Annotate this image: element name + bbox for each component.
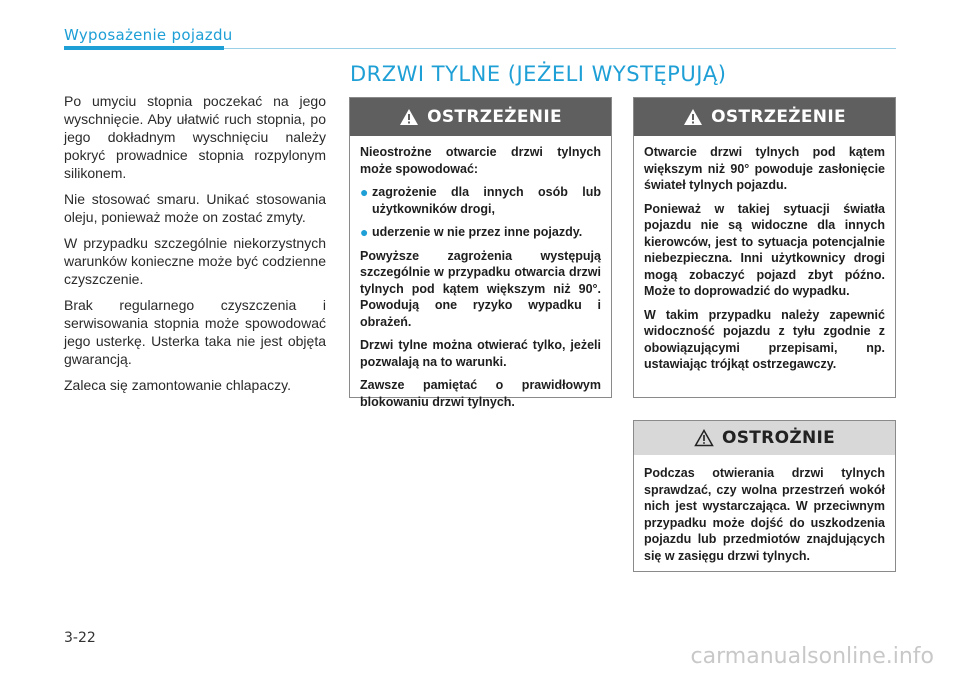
warning-header <box>634 98 895 136</box>
header-rule <box>64 46 224 50</box>
body-paragraph: Zaleca się zamontowanie chlapaczy. <box>64 377 291 393</box>
warning-paragraph: W takim przypadku należy zapewnić widoczność pojazdu z tyłu zgodnie z obowiązującymi przepisami, np. ustawiając trójkąt ostrzegawczy. <box>644 307 885 371</box>
warning-paragraph: Otwarcie drzwi tylnych pod kątem większym niż 90° powoduje zasłonięcie świateł tylnych pojazdu. <box>644 145 885 192</box>
body-paragraph: Po umyciu stopnia poczekać na jego wyschnięcie. Aby ułatwić ruch stopnia, po jego dokładnym wyschnięciu należy pokryć prowadnice stopnia rozpylonym silikonem. <box>64 93 326 181</box>
warning-paragraph: Drzwi tylne można otwierać tylko, jeżeli pozwalają na to warunki. <box>360 338 601 369</box>
page-title: DRZWI TYLNE (JEŻELI WYSTĘPUJĄ) <box>350 62 727 86</box>
warning-intro: Nieostrożne otwarcie drzwi tylnych może spowodować: <box>360 145 601 176</box>
page-number: 3-22 <box>64 630 96 646</box>
warning-body <box>634 136 895 388</box>
warning-box-left <box>349 97 612 409</box>
warning-paragraph: Zawsze pamiętać o prawidłowym blokowaniu drzwi tylnych. <box>360 378 601 409</box>
header-divider <box>224 48 896 49</box>
bullet-dot-icon: ● <box>360 224 369 240</box>
caution-title: OSTROŻNIE <box>721 428 836 448</box>
caution-body <box>634 455 895 579</box>
warning-title: OSTRZEŻENIE <box>427 107 562 127</box>
body-paragraph: Brak regularnego czyszczenia i serwisowania stopnia może spowodować jego usterkę. Usterka taka nie jest objęta gwarancją. <box>64 297 326 367</box>
watermark: carmanualsonline.info <box>690 644 934 669</box>
caution-box <box>633 420 896 572</box>
section-header: Wyposażenie pojazdu <box>64 26 233 44</box>
caution-header <box>634 421 895 455</box>
list-item <box>360 224 601 241</box>
body-text <box>64 92 326 402</box>
list-item-text: uderzenie w nie przez inne pojazdy. <box>372 225 583 239</box>
list-item-text: zagrożenie dla innych osób lub użytkowników drogi, <box>372 185 601 216</box>
warning-title: OSTRZEŻENIE <box>711 107 846 127</box>
list-item <box>360 184 601 217</box>
body-paragraph: Nie stosować smaru. Unikać stosowania oleju, ponieważ może on zostać zmyty. <box>64 191 326 225</box>
warning-triangle-icon <box>399 108 419 126</box>
warning-body <box>350 136 611 425</box>
warning-header <box>350 98 611 136</box>
warning-paragraph: Ponieważ w takiej sytuacji światła pojazdu nie są widoczne dla innych kierowców, jest to sytuacja potencjalnie niebezpieczna. Inni użytkownicy drogi mogą zobaczyć pojazd zbyt późno. Może to doprowadzić do wypadku. <box>644 201 885 298</box>
warning-triangle-icon <box>683 108 703 126</box>
body-paragraph: W przypadku szczególnie niekorzystnych warunków konieczne może być codzienne czyszczenie. <box>64 235 326 287</box>
warning-paragraph: Powyższe zagrożenia występują szczególnie w przypadku otwarcia drzwi tylnych pod kątem większym niż 90°. Powodują one ryzyko wypadku i obrażeń. <box>360 248 601 329</box>
bullet-dot-icon: ● <box>360 184 369 200</box>
warning-box-right <box>633 97 896 398</box>
warning-triangle-icon <box>694 429 714 447</box>
caution-paragraph: Podczas otwierania drzwi tylnych sprawdzać, czy wolna przestrzeń wokół nich jest wystarczająca. W przeciwnym przypadku może dojść do uszkodzenia pojazdu lub przedmiotów znajdujących się w zasięgu drzwi tylnych. <box>644 466 885 563</box>
